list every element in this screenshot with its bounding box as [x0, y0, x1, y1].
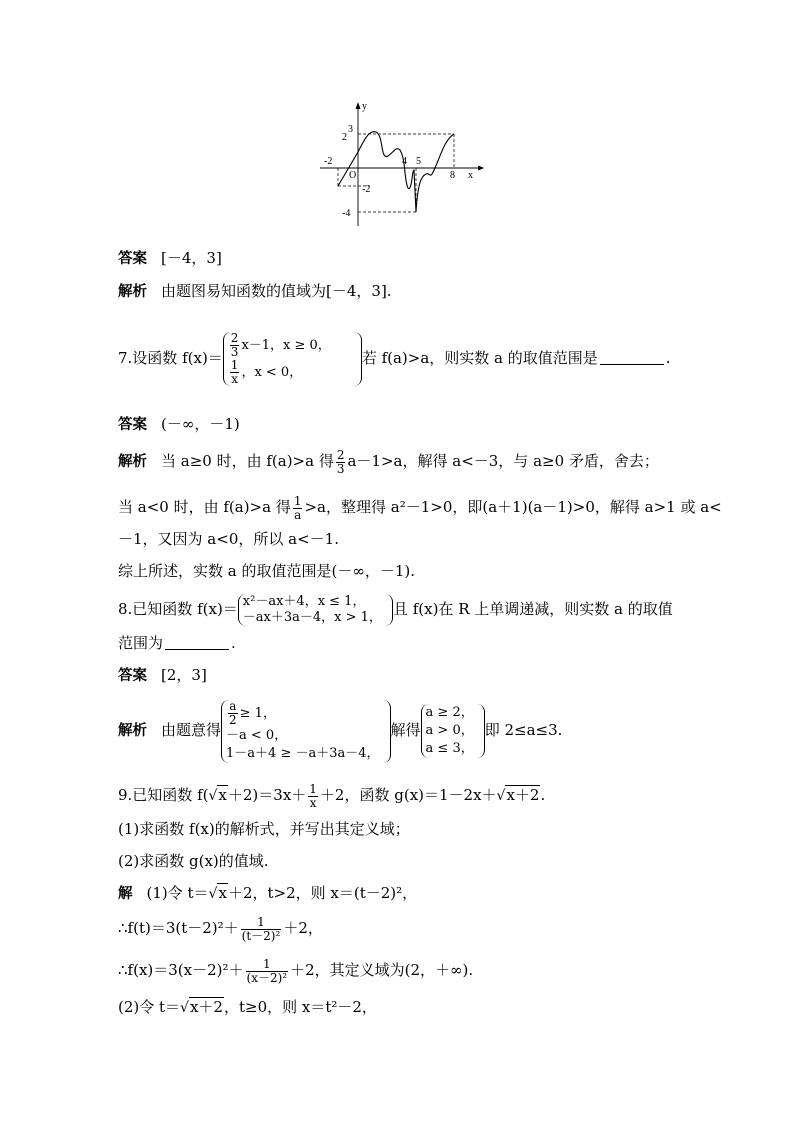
text: 当 a<0 时，由 f(a)>a 得 [118, 498, 291, 516]
tick-label-8-x: 8 [450, 170, 455, 181]
result-3: a ≤ 3， [425, 741, 474, 756]
text: ＋2，函数 g(x)＝1－2x＋ [319, 786, 497, 804]
sqrt-content: x＋2 [189, 998, 223, 1016]
solution-9-line-2 [118, 910, 323, 946]
text: ，t≥0，则 x＝t²－2， [223, 998, 377, 1016]
solution-7-line-4: 综上所述，实数 a 的取值范围是(－∞，－1). [118, 562, 415, 580]
sqrt-content: x [218, 884, 227, 902]
case-1: ≥ 1， [239, 705, 276, 721]
solution-text: 由题图易知函数的值域为[－4，3]. [161, 282, 392, 300]
frac-den: (x－2)² [246, 970, 288, 985]
result-brace [421, 704, 485, 758]
solution-9-line-3 [118, 952, 473, 988]
frac-num: 1 [230, 358, 239, 372]
question-7-prefix: 7.设函数 f(x)＝ [118, 349, 223, 367]
frac-den: x [309, 795, 317, 810]
solution-label: 解析 [118, 454, 147, 470]
answer-text: [2，3] [161, 666, 207, 684]
case-1: x²－ax＋4，x ≤ 1， [242, 594, 366, 609]
question-8-prefix: 8.已知函数 f(x)＝ [118, 600, 238, 618]
answer-text: (－∞，－1) [161, 415, 240, 433]
x-axis-arrow-icon [478, 166, 484, 171]
text: 解得 [390, 721, 421, 739]
answer-label: 答案 [118, 417, 147, 433]
function-graph [318, 100, 484, 230]
frac-den: 2 [229, 712, 237, 727]
text: 当 a≥0 时，由 f(a)>a 得 [161, 452, 334, 470]
question-9-part-1: (1)求函数 f(x)的解析式，并写出其定义域； [118, 820, 410, 838]
text: ＋2)＝3x＋ [227, 786, 307, 804]
solution-7-line-3: －1，又因为 a<0，所以 a<－1. [118, 530, 339, 548]
question-9: 9.已知函数 f(√x＋2)＝3x＋ $\frac{1}{x}$ ＋2，函数 g(x)＝1－2x＋√x＋2. [118, 781, 546, 810]
tick-label-2-y: 2 [342, 132, 347, 143]
text: 9.已知函数 f( [118, 786, 209, 804]
question-7-condition: 若 f(a)>a，则实数 a 的取值范围是 [361, 349, 598, 367]
question-9-part-2: (2)求函数 g(x)的值域. [118, 852, 269, 870]
period: . [540, 786, 546, 804]
question-8-line-2 [118, 632, 236, 654]
text: a－1>a，解得 a<－3，与 a≥0 矛盾，舍去； [347, 452, 659, 470]
answer-label: 答案 [118, 251, 147, 267]
answer-8 [118, 664, 207, 687]
answer-blank [165, 634, 229, 650]
solution-label: 解 [118, 886, 133, 902]
text: ∴f(x)＝3(x－2)²＋ [118, 961, 244, 979]
piecewise-brace [238, 594, 393, 626]
solution-7-line-1 [118, 444, 659, 478]
text: 即 2≤a≤3. [484, 721, 563, 739]
case-2: －ax＋3a－4，x > 1， [242, 610, 382, 625]
piecewise-brace [223, 332, 362, 386]
tick-label-neg4-y: -4 [342, 208, 351, 219]
answer-6 [118, 247, 222, 270]
frac-num: a [229, 698, 237, 713]
solution-8 [118, 690, 562, 770]
solution-7-line-2 [118, 490, 722, 524]
answer-label: 答案 [118, 668, 147, 684]
system-brace [221, 700, 391, 763]
frac-den: a [294, 507, 302, 522]
text: 由题意得 [161, 721, 222, 739]
result-1: a ≥ 2， [425, 705, 474, 720]
tick-label-4-x: 4 [402, 156, 407, 167]
axis-label-x: x [468, 170, 473, 181]
frac-den: 3 [230, 345, 239, 359]
text: ∴f(t)＝3(t－2)²＋ [118, 919, 239, 937]
period: . [231, 634, 236, 652]
solution-9-line-4: (2)令 t＝√x＋2，t≥0，则 x＝t²－2， [118, 998, 377, 1016]
sqrt-content: x＋2 [506, 786, 540, 804]
answer-7 [118, 413, 240, 436]
frac-den: 3 [336, 461, 345, 476]
text: (1)令 t＝ [146, 884, 209, 902]
tick-label-3-y: 3 [348, 124, 353, 135]
frac-den: x [231, 372, 238, 386]
period: . [665, 349, 671, 367]
case-2: －a < 0， [226, 727, 288, 743]
tick-label-5-x: 5 [416, 156, 421, 167]
answer-blank [600, 349, 664, 365]
frac-num: 1 [293, 493, 302, 508]
case-2: ，x < 0， [241, 365, 303, 380]
text: 范围为 [118, 634, 164, 652]
function-graph-figure [318, 100, 484, 230]
frac-num: 1 [241, 916, 282, 930]
text: ＋2，其定义域为(2，＋∞). [290, 961, 474, 979]
frac-den: (t－2)² [241, 928, 281, 943]
axis-label-y: y [362, 101, 367, 112]
solution-6 [118, 280, 392, 303]
frac-num: 2 [230, 331, 239, 345]
result-2: a > 0， [425, 723, 474, 738]
origin-label: O [349, 170, 357, 181]
question-8-condition: 且 f(x)在 R 上单调递减，则实数 a 的取值 [392, 600, 673, 618]
tick-label-neg2-x: -2 [324, 156, 333, 167]
case-3: 1－a＋4 ≥ －a＋3a－4， [226, 745, 380, 761]
case-1: x－1，x ≥ 0， [241, 338, 331, 353]
y-axis-arrow-icon [356, 102, 361, 109]
answer-text: [－4，3] [161, 249, 222, 267]
text: ＋2，t>2，则 x＝(t－2)²， [227, 884, 418, 902]
question-7 [118, 318, 671, 398]
text: (2)令 t＝ [118, 998, 181, 1016]
frac-num: 1 [246, 958, 289, 972]
frac-num: 2 [336, 447, 345, 462]
tick-label-neg2-y: -2 [362, 184, 371, 195]
frac-num: 1 [309, 781, 317, 796]
solution-label: 解析 [118, 723, 147, 739]
solution-9-line-1: 解 (1)令 t＝√x＋2，t>2，则 x＝(t－2)²， [118, 884, 418, 902]
solution-label: 解析 [118, 284, 147, 300]
sqrt-content: x [218, 786, 227, 804]
text: >a，整理得 a²－1>0，即(a＋1)(a－1)>0，解得 a>1 或 a< [304, 498, 722, 516]
question-8 [118, 591, 673, 627]
text: ＋2， [283, 919, 323, 937]
